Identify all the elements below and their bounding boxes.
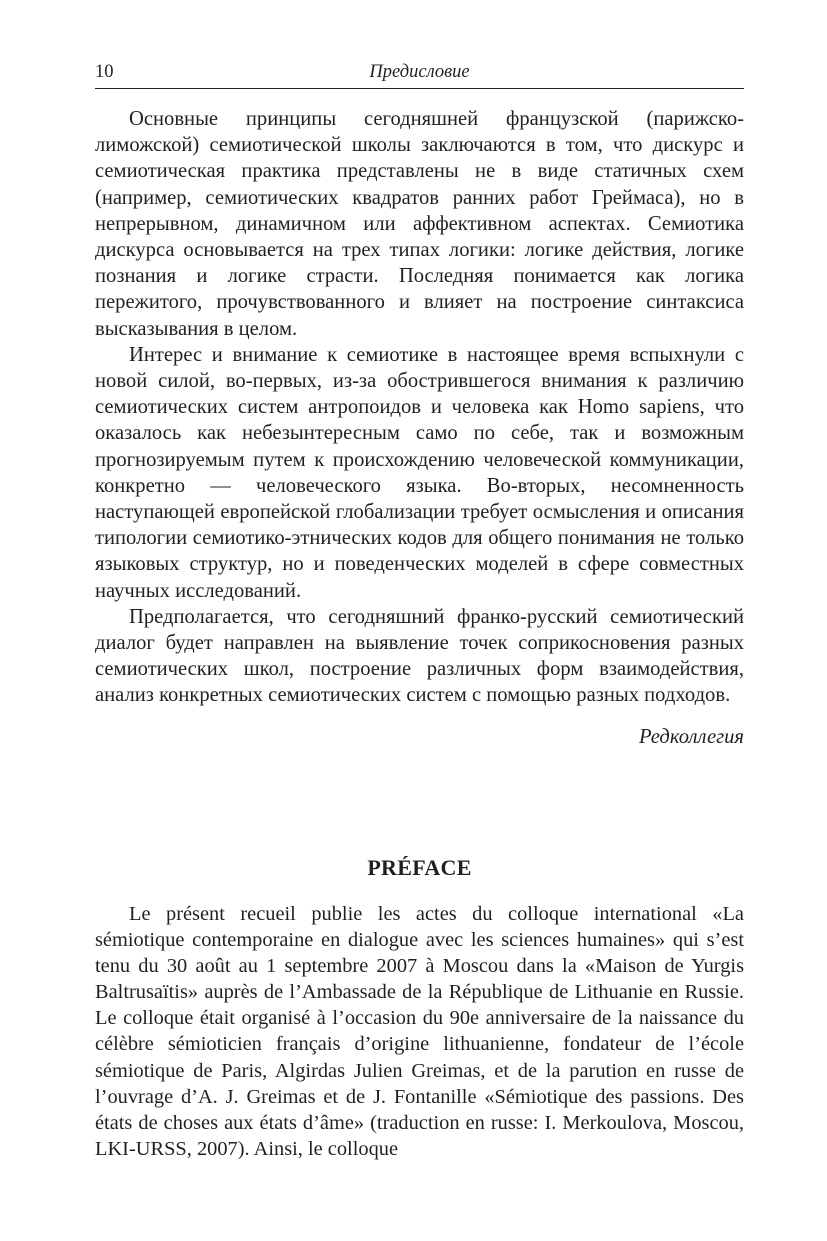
paragraph-2: Интерес и внимание к семиотике в настоящее время вспыхнули с новой силой, во-первых, из-за обострившегося внимания к различию семиотических систем антропоидов и человека как Homo sapiens, что оказалось как небезынтересным само по себе, так и возможным прогнозируемым путем к происхождению человеческой коммуникации, конкретно — человеческого языка. Во-вторых, несомненность наступающей европейской глобализации требует осмысления и описания типологии семиотико-этнических кодов для общего понимания не только языковых структур, но и поведенческих моделей в сфере совместных научных исследований. [95,343,744,602]
russian-text [95,106,744,749]
preface-text [95,901,744,1162]
signature: Редколлегия [638,725,744,748]
running-header [95,60,744,89]
paragraph-3: Предполагается, что сегодняшний франко-русский семиотический диалог будет направлен на выявление точек соприкосновения разных семиотических школ, построение различных форм взаимодействия, анализ конкретных семиотических систем с помощью разных подходов. [95,605,744,707]
paragraph-1: Основные принципы сегодняшней французской (парижско-лиможской) семиотической школы заключаются в том, что дискурс и семиотическая практика представлены не в виде статичных схем (например, семиотических квадратов ранних работ Греймаса), но в непрерывном, динамичном или аффективном аспектах. Семиотика дискурса основывается на трех типах логики: логике действия, логике познания и логике страсти. Последняя понимается как логика пережитого, прочувствованного и влияет на построение синтаксиса высказывания в целом. [95,108,744,340]
page-number: 10 [95,62,114,82]
preface-title: PRÉFACE [367,855,472,880]
preface-paragraph: Le présent recueil publie les actes du colloque international «La sémiotique contemporaine en dialogue avec les sciences humaines» qui s’est tenu du 30 août au 1 septembre 2007 à Moscou dans la «Maison de Yurgis Baltrusaïtis» auprès de l’Ambassade de la République de Lithuanie en Russie. Le colloque était organisé à l’occasion du 90e anniversaire de la naissance du célèbre sémioticien français d’origine lithuanienne, fondateur de l’école sémiotique de Paris, Algirdas Julien Greimas, et de la parution en russe de l’ouvrage d’A. J. Greimas et de J. Fontanille «Sémiotique des passions. Des états de choses aux états d’âme» (traduction en russe: I. Merkoulova, Moscou, LKI-URSS, 2007). Ainsi, le colloque [95,903,744,1160]
running-title: Предисловие [369,62,470,82]
